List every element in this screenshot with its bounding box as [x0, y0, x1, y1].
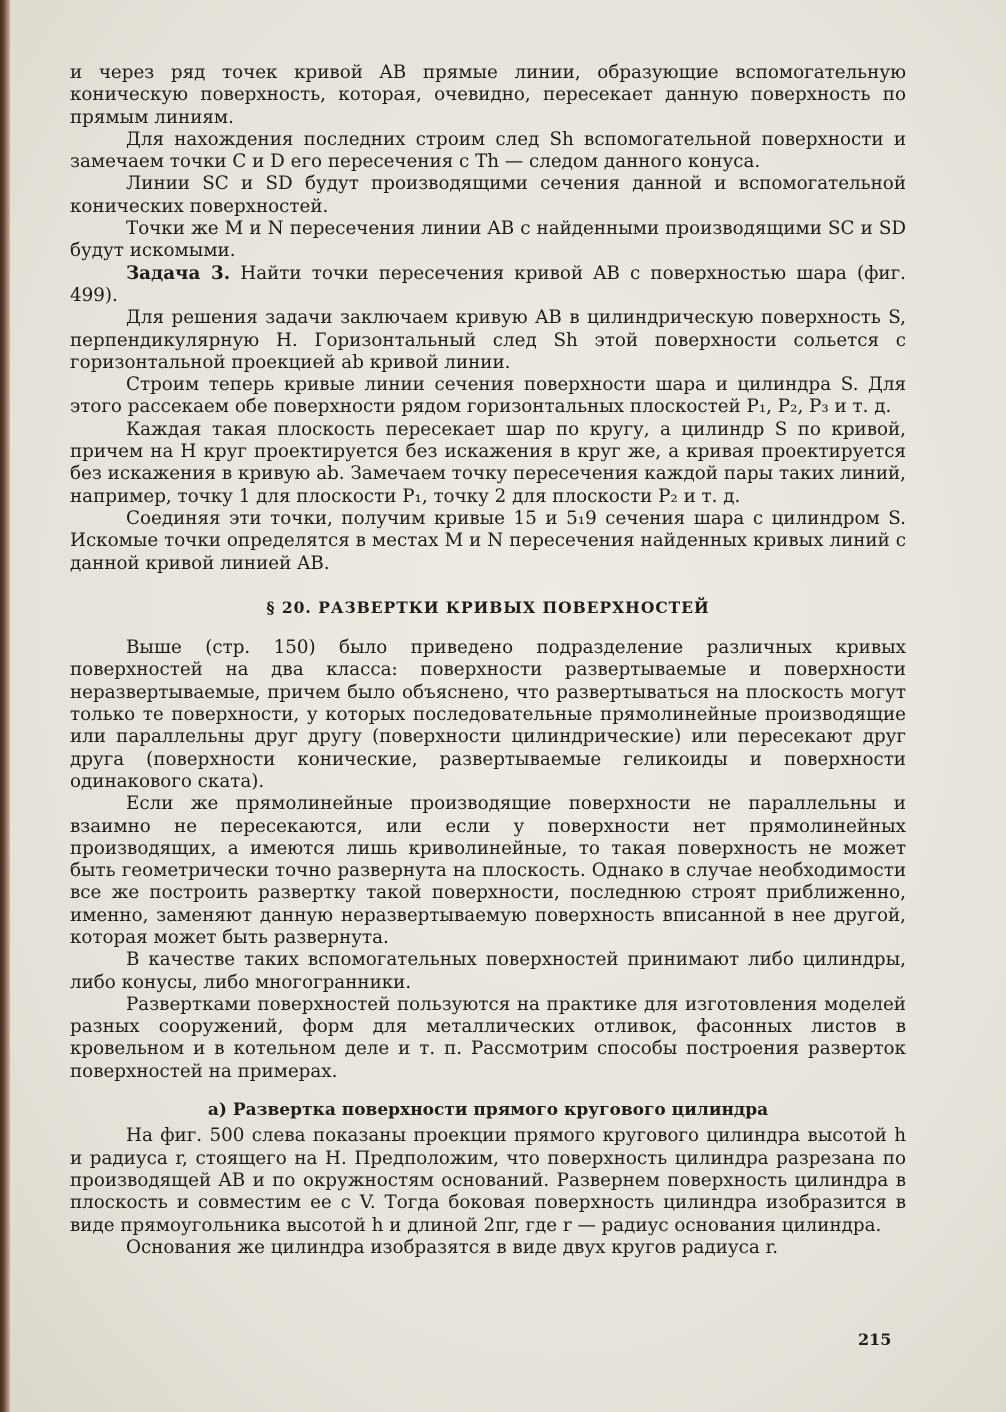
paragraph: Соединяя эти точки, получим кривые 15 и 5₁9 сечения шара с цилиндром S. Искомые точки определятся в местах M и N пересечения найденных кривых линий с данной кривой линией AB.: [70, 507, 906, 574]
paragraph: Для решения задачи заключаем кривую AB в цилиндрическую поверхность S, перпендикулярную H. Горизонтальный след Sh этой поверхности сольется с горизонтальной проекцией ab кривой линии.: [70, 307, 906, 373]
paragraph: Для нахождения последних строим след Sh вспомогательной поверхности и замечаем точки C и D его пересечения с Th — следом данного конуса.: [70, 128, 906, 173]
page-number: 215: [858, 1330, 892, 1349]
paragraph: Основания же цилиндра изобразятся в виде двух кругов радиуса r.: [126, 1236, 779, 1258]
paragraph: и через ряд точек кривой AB прямые линии, образующие вспомогательную коническую поверхность, которая, очевидно, пересекает данную поверхность по прямым линиям.: [70, 62, 906, 128]
paragraph: Линии SC и SD будут производящими сечения данной и вспомогательной конических поверхностей.: [70, 173, 906, 217]
page-binding-edge: [0, 0, 10, 1412]
paragraph: Строим теперь кривые линии сечения поверхности шара и цилиндра S. Для этого рассекаем обе поверхности рядом горизонтальных плоскостей P₁, P₂, P₃ и т. д.: [70, 374, 906, 418]
paragraph: Точки же M и N пересечения линии AB с найденными производящими SC и SD будут искомыми.: [70, 218, 906, 262]
paragraph: Если же прямолинейные производящие поверхности не параллельны и взаимно не пересекаются, или если у поверхности нет прямолинейных производящих, а имеются лишь криволинейные, то такая поверхность не может быть геометрически точно развернута на плоскость. Однако в случае необходимости все же построить развертку такой поверхности, последнюю строят приближенно, именно, заменяют данную неразвертываемую поверхность вписанной в нее другой, которая может быть развернута.: [70, 793, 906, 948]
paragraph: Выше (стр. 150) было приведено подразделение различных кривых поверхностей на два класса: поверхности развертываемые и поверхности неразвертываемые, причем было объяснено, что развертываться на плоскость могут только те поверхности, у которых последовательные прямолинейные производящие или параллельны друг другу (поверхности цилиндрические) или пересекают друг друга (поверхности конические, развертываемые геликоиды и поверхности одинакового ската).: [70, 637, 906, 792]
section-heading: § 20. РАЗВЕРТКИ КРИВЫХ ПОВЕРХНОСТЕЙ: [266, 597, 710, 617]
task-3-paragraph: [70, 263, 906, 308]
subsection-heading: а) Развертка поверхности прямого кругового цилиндра: [207, 1100, 769, 1121]
task-3-text: Найти точки пересечения кривой AB с поверхностью шара (фиг. 499).: [70, 262, 906, 306]
paragraph: На фиг. 500 слева показаны проекции прямого кругового цилиндра высотой h и радиуса r, стоящего на H. Предположим, что поверхность цилиндра разрезана по производящей AB и по окружностям оснований. Развернем поверхность цилиндра в плоскость и совместим ее с V. Тогда боковая поверхность цилиндра изобразится в виде прямоугольника высотой h и длиной 2πr, где r — радиус основания цилиндра.: [70, 1125, 906, 1236]
page-body: [70, 62, 906, 1259]
task-3-label: Задача 3.: [126, 262, 231, 284]
paragraph: Развертками поверхностей пользуются на практике для изготовления моделей разных сооружений, форм для металлических отливок, фасонных листов в кровельном и в котельном деле и т. п. Рассмотрим способы построения разверток поверхностей на примерах.: [70, 993, 906, 1082]
paragraph: Каждая такая плоскость пересекает шар по кругу, а цилиндр S по кривой, причем на H круг проектируется без искажения в круг же, а кривая проектируется без искажения в кривую ab. Замечаем точку пересечения каждой пары таких линий, например, точку 1 для плоскости P₁, точку 2 для плоскости P₂ и т. д.: [70, 418, 906, 507]
paragraph: В качестве таких вспомогательных поверхностей принимают либо цилиндры, либо конусы, либо многогранники.: [70, 949, 906, 993]
